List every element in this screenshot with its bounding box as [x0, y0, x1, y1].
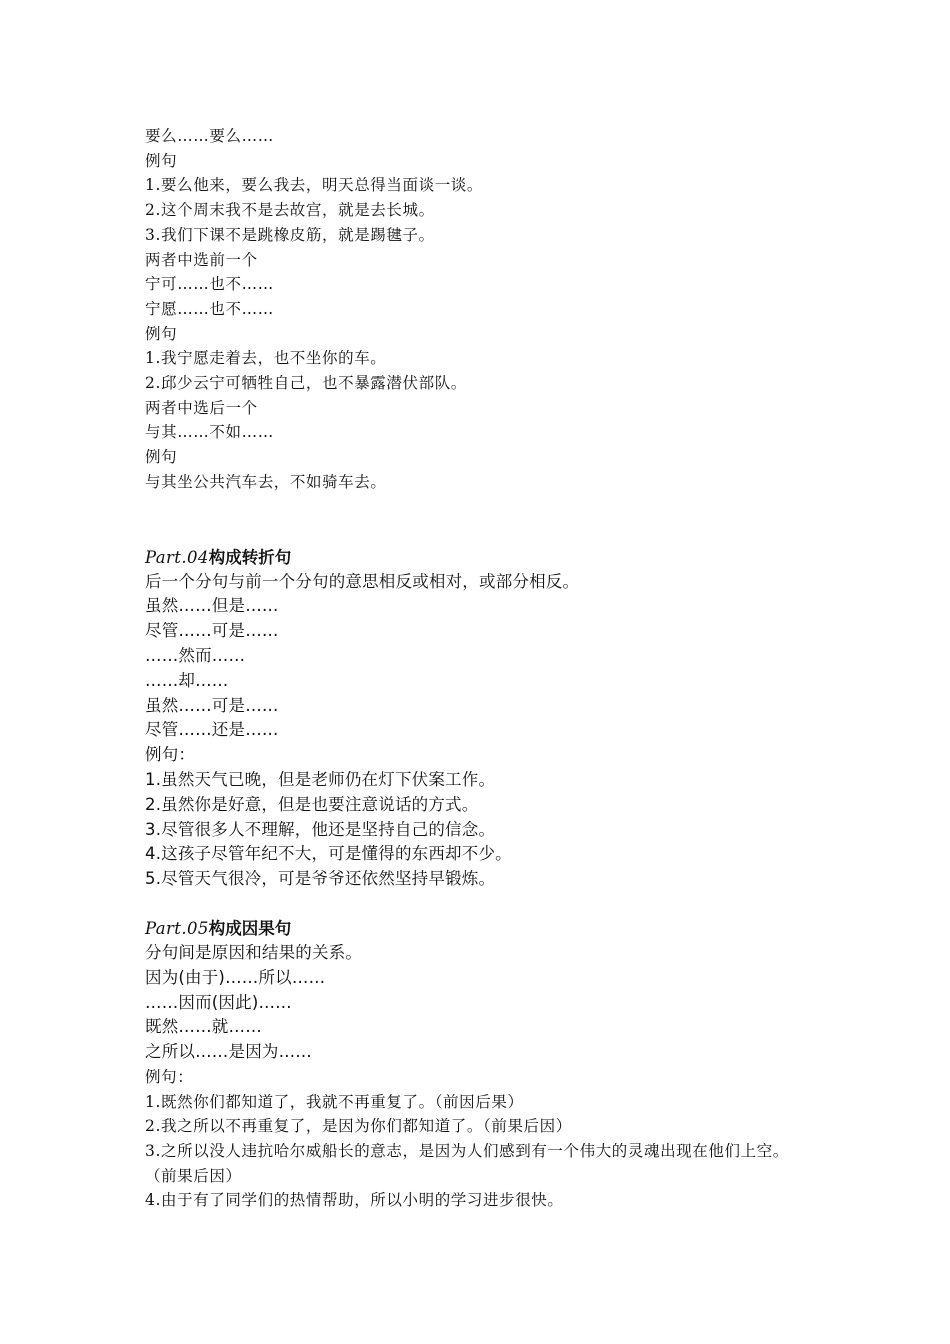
text-line: 4.这孩子尽管年纪不大，可是懂得的东西却不少。 — [145, 844, 512, 864]
text-line: 后一个分句与前一个分句的意思相反或相对，或部分相反。 — [145, 571, 580, 591]
section-heading — [145, 916, 825, 941]
section-title: 构成因果句 — [208, 918, 292, 938]
text-line: ……却…… — [145, 670, 229, 690]
section-heading — [145, 545, 825, 570]
text-line: 例句 — [145, 324, 178, 343]
text-line: 要么……要么…… — [145, 127, 274, 145]
text-line: 1.要么他来，要么我去，明天总得当面谈一谈。 — [145, 176, 483, 195]
choice-section — [145, 124, 825, 495]
section-title: 构成转折句 — [208, 547, 292, 567]
text-line: 与其坐公共汽车去，不如骑车去。 — [145, 472, 387, 491]
text-line: 之所以……是因为…… — [145, 1042, 312, 1062]
text-line: 2.我之所以不再重复了，是因为你们都知道了。（前果后因） — [145, 1117, 572, 1136]
text-line: 两者中选前一个 — [145, 250, 258, 269]
text-line: 分句间是原因和结果的关系。 — [145, 942, 363, 962]
text-line: 虽然……可是…… — [145, 695, 279, 715]
text-line: 3.尽管很多人不理解，他还是坚持自己的信念。 — [145, 819, 496, 839]
text-line: 虽然……但是…… — [145, 596, 279, 616]
spacer — [145, 892, 825, 916]
text-line: 1.我宁愿走着去，也不坐你的车。 — [145, 349, 387, 368]
text-line: 2.这个周末我不是去故宫，就是去长城。 — [145, 201, 435, 220]
text-line: 例句 — [145, 448, 178, 467]
text-line: 3.我们下课不是跳橡皮筋，就是踢毽子。 — [145, 225, 435, 244]
text-line: 例句： — [145, 1067, 194, 1086]
text-line: 与其……不如…… — [145, 423, 274, 442]
text-line: 3.之所以没人违抗哈尔威船长的意志，是因为人们感到有一个伟大的灵魂出现在他们上空。（前果后因） — [145, 1142, 789, 1185]
text-line: 既然……就…… — [145, 1017, 262, 1037]
text-line: 宁愿……也不…… — [145, 299, 274, 318]
text-line: 尽管……还是…… — [145, 720, 279, 740]
text-line: ……然而…… — [145, 645, 246, 665]
text-line: 1.既然你们都知道了，我就不再重复了。（前因后果） — [145, 1092, 524, 1111]
text-line: 2.虽然你是好意，但是也要注意说话的方式。 — [145, 794, 479, 814]
part-label: Part.05 — [145, 918, 209, 938]
text-line: 2.邱少云宁可牺牲自己，也不暴露潜伏部队。 — [145, 374, 467, 393]
part04-section — [145, 545, 825, 892]
text-line: ……因而(因此)…… — [145, 992, 292, 1012]
spacer — [145, 495, 825, 545]
text-line: 4.由于有了同学们的热情帮助，所以小明的学习进步很快。 — [145, 1191, 564, 1210]
document-page — [145, 124, 825, 1213]
text-line: 例句 — [145, 151, 178, 170]
text-line: 宁可……也不…… — [145, 275, 274, 294]
part05-section — [145, 916, 825, 1213]
text-line: 1.虽然天气已晚，但是老师仍在灯下伏案工作。 — [145, 769, 496, 789]
text-line: 两者中选后一个 — [145, 398, 258, 417]
text-line: 5.尽管天气很冷，可是爷爷还依然坚持早锻炼。 — [145, 869, 496, 889]
text-line: 例句： — [145, 745, 196, 765]
text-line: 因为(由于)……所以…… — [145, 967, 326, 987]
part-label: Part.04 — [145, 547, 209, 567]
text-line: 尽管……可是…… — [145, 621, 279, 641]
